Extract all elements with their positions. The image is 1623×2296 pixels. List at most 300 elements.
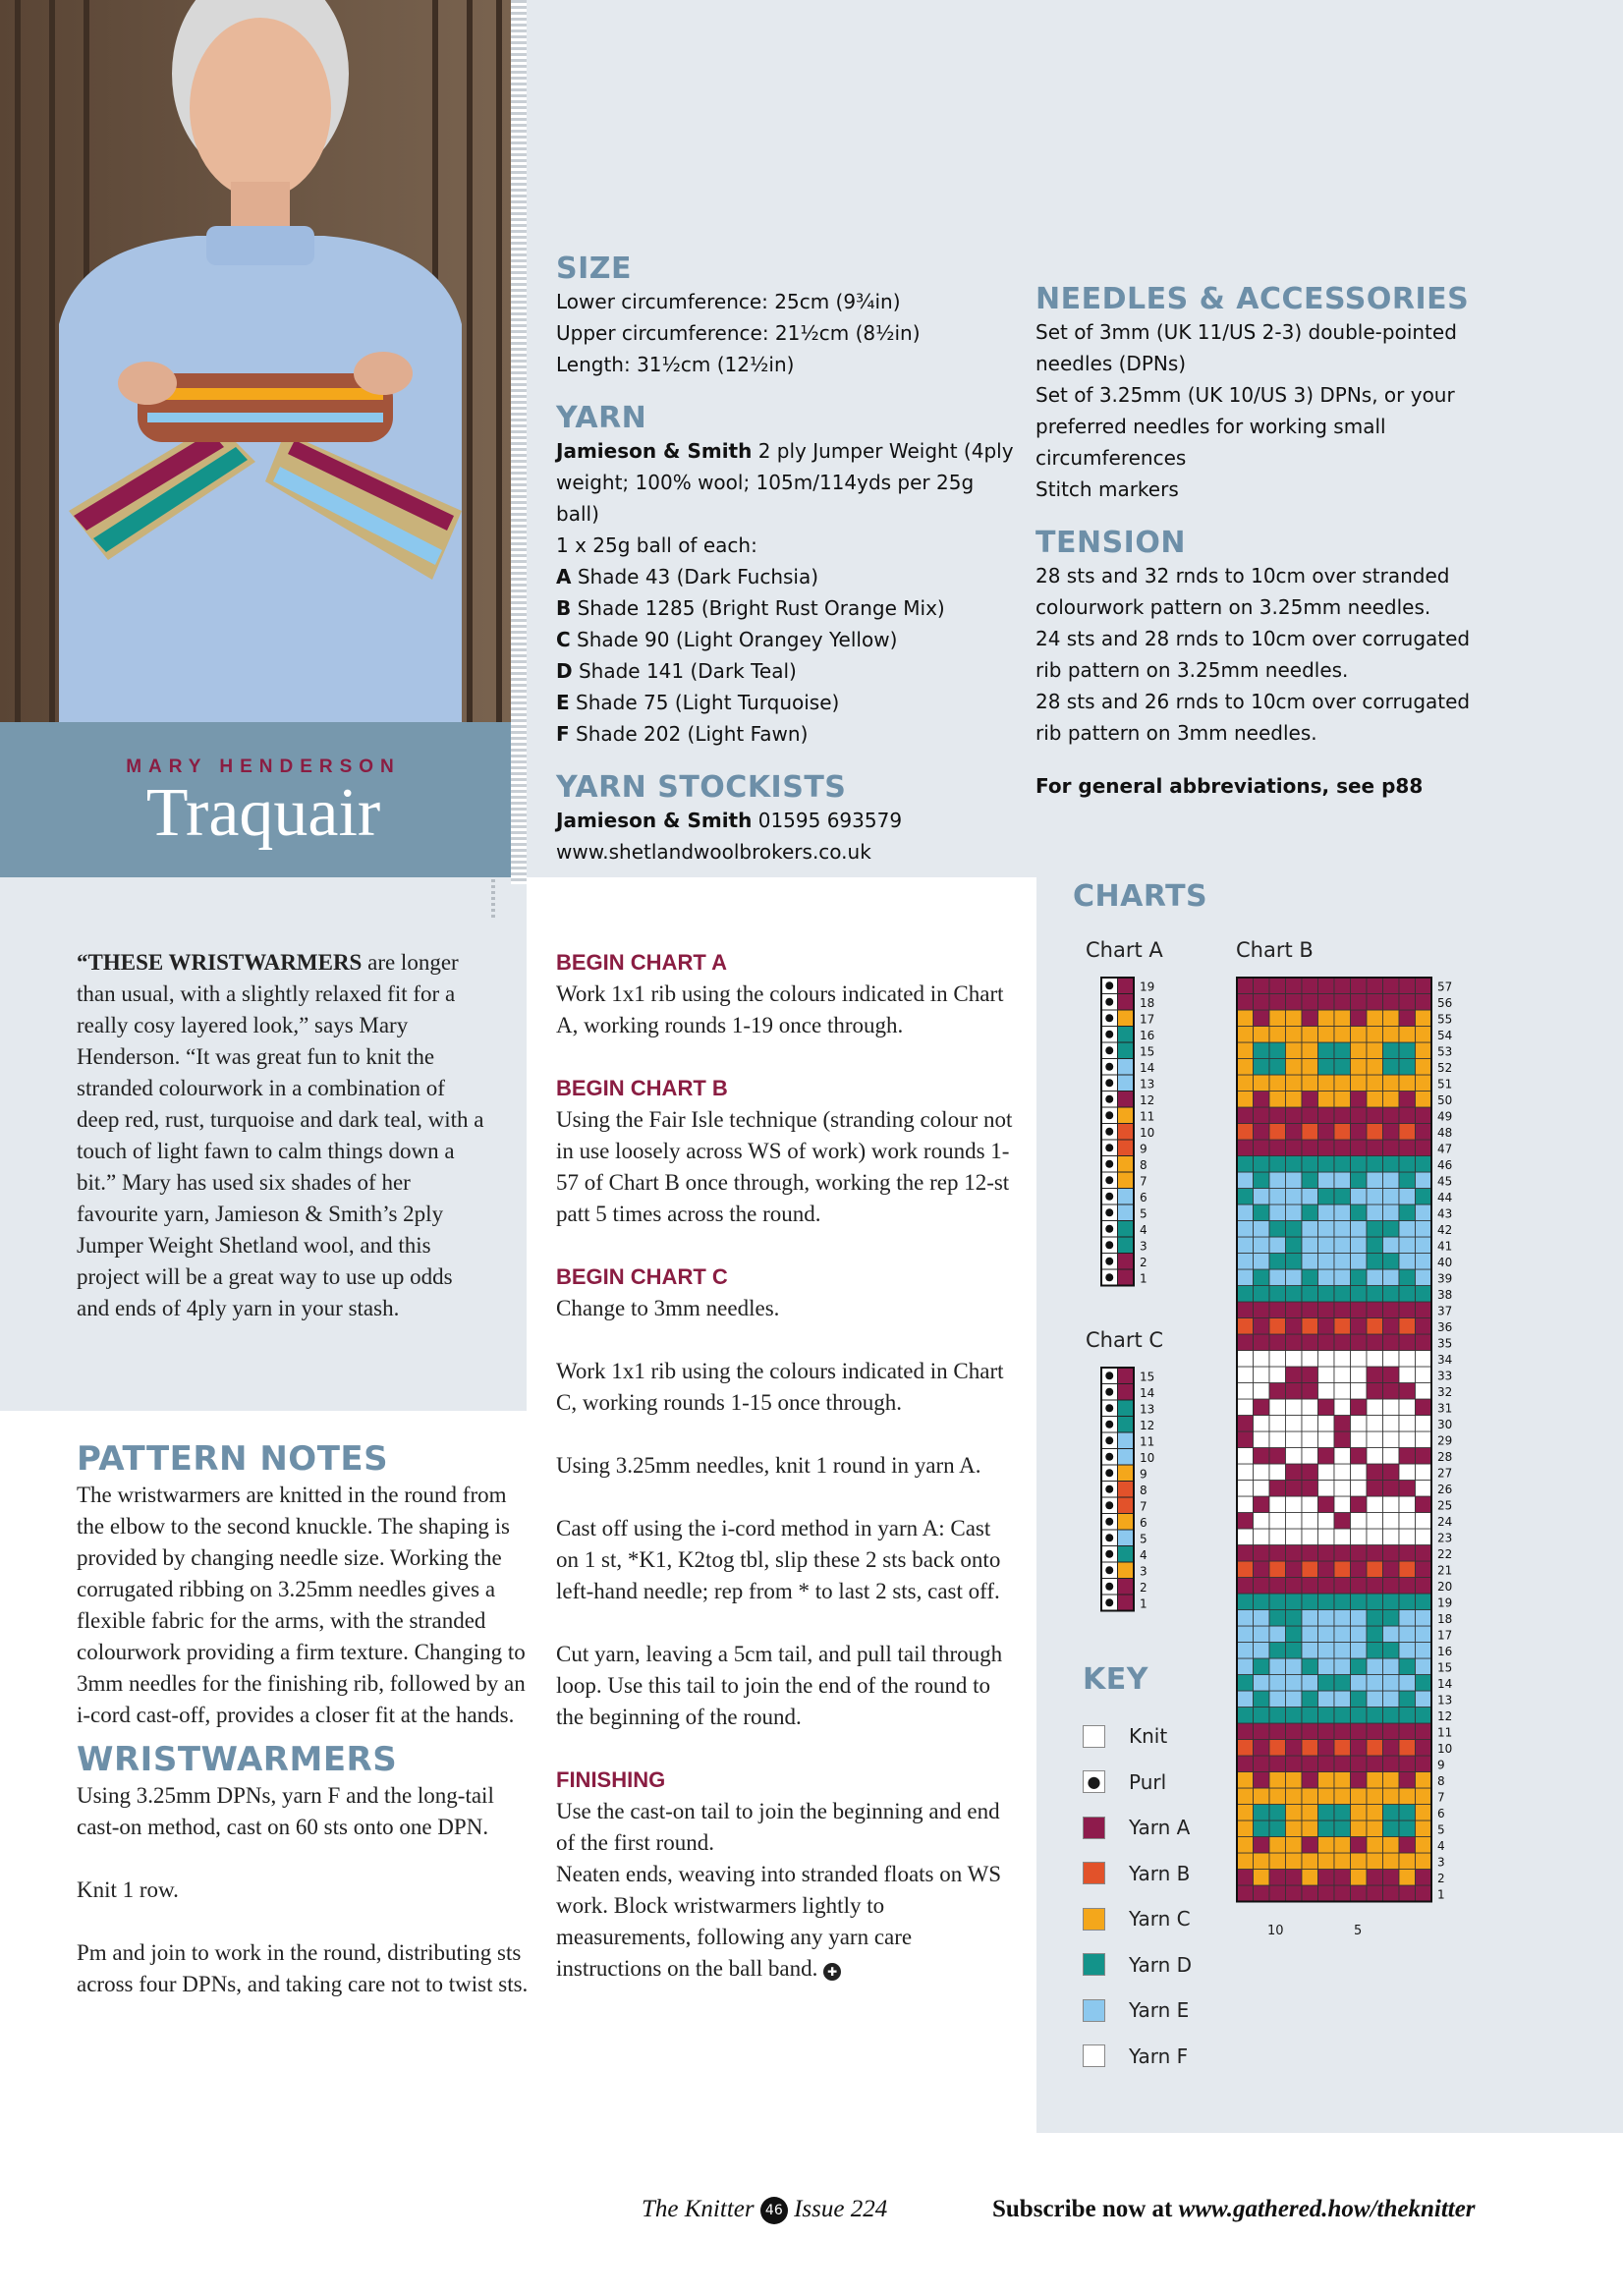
chart-cell [1302,1805,1318,1821]
chart-cell [1118,1368,1135,1384]
chart-cell [1286,1318,1303,1335]
chart-cell [1254,1383,1270,1400]
chart-cell [1351,1156,1368,1173]
chart-cell [1351,1464,1368,1481]
chart-cell [1318,1723,1335,1740]
chart-cell [1237,1708,1254,1724]
row-number: 17 [1437,1628,1453,1643]
chart-cell [1367,1594,1383,1610]
chart-cell [1383,1820,1400,1837]
key-swatch [1083,1862,1105,1884]
chart-cell [1416,1107,1432,1124]
row-number: 9 [1437,1758,1445,1772]
chart-cell [1286,1626,1303,1643]
chart-c-heading: BEGIN CHART C [556,1264,728,1289]
row-number: 8 [1140,1484,1147,1497]
chart-cell [1351,1269,1368,1286]
chart-cell [1416,1853,1432,1870]
chart-cell [1334,1107,1351,1124]
row-number: 42 [1437,1223,1453,1237]
chart-cell [1286,1788,1303,1805]
chart-cell [1318,1820,1335,1837]
chart-cell [1367,1756,1383,1772]
chart-cell [1334,1448,1351,1465]
chart-cell [1416,1578,1432,1595]
chart-cell [1416,1221,1432,1238]
chart-cell [1318,1772,1335,1789]
chart-cell [1269,1788,1286,1805]
chart-cell [1286,1254,1303,1270]
chart-cell [1318,1431,1335,1448]
chart-cell [1399,1578,1416,1595]
chart-cell [1237,1302,1254,1318]
row-number: 44 [1437,1191,1453,1204]
purl-dot [1105,1046,1113,1054]
chart-cell [1302,1107,1318,1124]
chart-cell [1118,978,1135,994]
row-number: 6 [1140,1191,1147,1204]
chart-cell [1269,1318,1286,1335]
info-column-right [1035,283,1478,802]
chart-cell [1416,1885,1432,1902]
chart-cell [1237,1172,1254,1189]
row-number: 2 [1140,1256,1147,1269]
intro-text [77,947,489,1324]
row-number: 14 [1437,1677,1453,1691]
chart-cell [1367,1318,1383,1335]
chart-cell [1351,1351,1368,1368]
chart-cell [1254,1399,1270,1416]
chart-cell [1302,1351,1318,1368]
chart-cell [1269,1010,1286,1027]
chart-cell [1399,1658,1416,1675]
key-item [1083,2043,1188,2070]
chart-cell [1318,1594,1335,1610]
chart-cell [1334,1286,1351,1303]
chart-cell [1269,1853,1286,1870]
chart-cell [1351,1513,1368,1530]
chart-cell [1269,1302,1286,1318]
chart-cell [1237,1221,1254,1238]
chart-cell [1302,1286,1318,1303]
chart-cell [1118,1172,1135,1189]
chart-cell [1254,1723,1270,1740]
chart-cell [1302,1643,1318,1659]
chart-cell [1254,1708,1270,1724]
chart-cell [1254,1513,1270,1530]
chart-cell [1383,1885,1400,1902]
chart-cell [1286,1204,1303,1221]
yarn-shade: A Shade 43 (Dark Fuchsia) [556,565,819,588]
chart-cell [1318,978,1335,994]
chart-cell [1237,1254,1254,1270]
chart-cell [1334,1042,1351,1059]
chart-cell [1351,1367,1368,1383]
chart-cell [1254,1302,1270,1318]
chart-cell [1237,1286,1254,1303]
chart-cell [1286,1172,1303,1189]
chart-cell [1237,1529,1254,1545]
chart-cell [1254,1204,1270,1221]
chart-cell [1269,1723,1286,1740]
chart-cell [1367,1237,1383,1254]
chart-cell [1269,1416,1286,1432]
chart-cell [1383,1027,1400,1043]
size-line: Lower circumference: 25cm (9¾in) [556,290,901,313]
row-number: 14 [1140,1061,1155,1075]
chart-cell [1416,1431,1432,1448]
chart-cell [1399,1027,1416,1043]
chart-cell [1302,1383,1318,1400]
chart-cell [1416,1513,1432,1530]
purl-dot [1105,1160,1113,1168]
chart-cell [1269,1837,1286,1854]
purl-dot [1105,1534,1113,1541]
row-number: 51 [1437,1077,1453,1092]
chart-cell [1367,1383,1383,1400]
chart-cell [1318,1237,1335,1254]
chart-cell [1399,1820,1416,1837]
chart-cell [1416,1820,1432,1837]
chart-cell [1383,1286,1400,1303]
row-number: 10 [1140,1451,1155,1465]
chart-cell [1351,1740,1368,1757]
chart-cell [1237,1269,1254,1286]
chart-cell [1416,1464,1432,1481]
chart-cell [1118,1189,1135,1205]
chart-cell [1351,1837,1368,1854]
chart-cell [1237,1594,1254,1610]
chart-cell [1118,1059,1135,1076]
chart-cell [1399,1318,1416,1335]
chart-cell [1416,1788,1432,1805]
chart-cell [1383,1254,1400,1270]
purl-dot [1105,1128,1113,1136]
chart-cell [1383,1221,1400,1238]
chart-cell [1237,1578,1254,1595]
chart-cell [1286,1708,1303,1724]
chart-cell [1383,1059,1400,1076]
chart-cell [1399,1107,1416,1124]
row-number: 15 [1437,1660,1453,1675]
chart-cell [1254,1626,1270,1643]
chart-cell [1399,1334,1416,1351]
row-number: 1 [1140,1271,1147,1286]
chart-cell [1399,1481,1416,1497]
chart-cell [1334,1772,1351,1789]
chart-cell [1318,1708,1335,1724]
chart-cell [1286,1334,1303,1351]
chart-cell [1367,1107,1383,1124]
chart-cell [1399,1140,1416,1156]
chart-cell [1237,1416,1254,1432]
chart-cell [1416,1658,1432,1675]
chart-cell [1237,1124,1254,1141]
chart-cell [1318,1367,1335,1383]
purl-dot [1105,1501,1113,1509]
chart-cell [1286,1870,1303,1886]
chart-cell [1351,1545,1368,1562]
torn-edge-decoration [511,0,527,884]
chart-cell [1416,1010,1432,1027]
stockists-heading: YARN STOCKISTS [556,770,847,805]
chart-cell [1302,1545,1318,1562]
subscribe-link[interactable]: www.gathered.how/theknitter [1178,2196,1476,2222]
row-number: 50 [1437,1093,1453,1107]
chart-cell [1399,1286,1416,1303]
chart-cell [1334,1269,1351,1286]
chart-cell [1367,1042,1383,1059]
chart-cell [1416,1027,1432,1043]
chart-cell [1302,1367,1318,1383]
chart-cell [1334,1399,1351,1416]
key-item [1083,1951,1192,1979]
row-number: 15 [1140,1044,1155,1059]
chart-cell [1318,1092,1335,1108]
chart-cell [1399,1269,1416,1286]
chart-cell [1302,1042,1318,1059]
chart-cell [1254,1189,1270,1205]
chart-cell [1351,1723,1368,1740]
chart-cell [1318,1351,1335,1368]
chart-cell [1383,1643,1400,1659]
chart-cell [1302,1464,1318,1481]
chart-cell [1118,1140,1135,1156]
chart-cell [1399,1204,1416,1221]
purl-dot [1105,1598,1113,1606]
chart-cell [1334,1837,1351,1854]
yarn-shade: C Shade 90 (Light Orangey Yellow) [556,628,898,651]
key-label: Yarn C [1129,1907,1191,1931]
row-number: 25 [1437,1498,1453,1513]
chart-cell [1351,1172,1368,1189]
key-label: Purl [1129,1769,1167,1794]
chart-cell [1351,1561,1368,1578]
chart-cell [1318,1529,1335,1545]
chart-cell [1416,1254,1432,1270]
chart-cell [1286,1772,1303,1789]
row-number: 57 [1437,980,1453,994]
intro-lead: “THESE WRISTWARMERS [77,950,363,975]
chart-cell [1367,1870,1383,1886]
chart-cell [1383,1756,1400,1772]
chart-cell [1269,1448,1286,1465]
row-number: 40 [1437,1256,1453,1269]
chart-cell [1334,1658,1351,1675]
chart-cell [1399,1172,1416,1189]
chart-cell [1351,1092,1368,1108]
chart-cell [1237,1107,1254,1124]
needles-line: Set of 3mm (UK 11/US 2-3) double-pointed needles (DPNs) [1035,320,1457,375]
chart-cell [1351,1140,1368,1156]
row-number: 2 [1437,1872,1445,1885]
chart-cell [1416,1237,1432,1254]
row-number: 1 [1437,1887,1445,1902]
chart-cell [1286,1545,1303,1562]
chart-cell [1302,1334,1318,1351]
chart-cell [1302,1788,1318,1805]
chart-cell [1367,1545,1383,1562]
chart-cell [1237,1496,1254,1513]
tension-heading: TENSION [1035,526,1186,560]
chart-cell [1399,1367,1416,1383]
chart-cell [1334,1853,1351,1870]
stockist-contact: Jamieson & Smith 01595 693579 [556,809,903,832]
chart-cell [1302,1675,1318,1692]
stockist-url[interactable]: www.shetlandwoolbrokers.co.uk [556,840,871,864]
purl-dot [1105,1014,1113,1022]
chart-cell [1237,1010,1254,1027]
chart-cell [1399,1448,1416,1465]
row-number: 53 [1437,1044,1453,1059]
notes-column [77,1438,529,2000]
chart-cell [1334,1204,1351,1221]
row-number: 36 [1437,1320,1453,1334]
chart-cell [1383,1610,1400,1627]
needles-heading: NEEDLES & ACCESSORIES [1035,282,1470,316]
chart-cell [1302,1837,1318,1854]
chart-cell [1367,978,1383,994]
chart-cell [1254,1464,1270,1481]
key-item [1083,1860,1190,1887]
chart-cell [1286,1837,1303,1854]
chart-cell [1367,1027,1383,1043]
chart-cell [1367,1610,1383,1627]
chart-cell [1383,1269,1400,1286]
chart-cell [1351,1772,1368,1789]
chart-cell [1269,1820,1286,1837]
chart-cell [1118,1432,1135,1449]
chart-cell [1237,1431,1254,1448]
chart-cell [1383,1740,1400,1757]
chart-cell [1351,1853,1368,1870]
row-number: 28 [1437,1450,1453,1464]
chart-cell [1318,1334,1335,1351]
chart-cell [1367,1286,1383,1303]
chart-cell [1367,1885,1383,1902]
row-number: 3 [1140,1564,1147,1579]
chart-cell [1367,1399,1383,1416]
purl-dot [1105,1566,1113,1574]
chart-cell [1254,1578,1270,1595]
chart-cell [1383,1383,1400,1400]
chart-cell [1237,1383,1254,1400]
chart-cell [1237,1805,1254,1821]
chart-cell [1286,1513,1303,1530]
chart-cell [1254,1059,1270,1076]
pattern-notes-body: The wristwarmers are knitted in the round from the elbow to the second knuckle. The shaping is provided by changing needle size. Working the corrugated ribbing on 3.25mm needles gives a flexible fabric for the arms, with the stranded colourwork providing a firm texture. Changing to 3mm needles for the finishing rib, followed by an i-cord cast-off, provides a closer fit at the hands. [77,1483,526,1727]
chart-cell [1269,1172,1286,1189]
chart-cell [1351,1383,1368,1400]
row-number: 43 [1437,1206,1453,1221]
chart-cell [1416,1286,1432,1303]
chart-cell [1367,1140,1383,1156]
chart-cell [1302,1302,1318,1318]
chart-cell [1399,1610,1416,1627]
chart-cell [1269,1772,1286,1789]
chart-cell [1367,1059,1383,1076]
row-number: 55 [1437,1012,1453,1027]
chart-c-step: Change to 3mm needles. [556,1296,780,1320]
chart-cell [1399,1351,1416,1368]
chart-cell [1269,1885,1286,1902]
chart-cell [1254,1853,1270,1870]
chart-cell [1416,1545,1432,1562]
chart-cell [1318,1189,1335,1205]
wristwarmers-step: Knit 1 row. [77,1877,179,1902]
chart-cell [1318,1140,1335,1156]
chart-cell [1302,1431,1318,1448]
chart-cell [1237,1351,1254,1368]
purl-dot [1105,981,1113,989]
chart-cell [1351,1237,1368,1254]
chart-cell [1367,1302,1383,1318]
chart-cell [1367,1837,1383,1854]
chart-cell [1269,1254,1286,1270]
chart-cell [1383,1416,1400,1432]
key-swatch [1083,1817,1105,1839]
chart-cell [1302,1075,1318,1092]
chart-cell [1399,1545,1416,1562]
chart-cell [1118,994,1135,1011]
chart-cell [1383,1772,1400,1789]
chart-cell [1334,1496,1351,1513]
chart-cell [1237,1189,1254,1205]
chart-cell [1351,1107,1368,1124]
chart-cell [1269,978,1286,994]
chart-cell [1367,1010,1383,1027]
chart-cell [1318,1740,1335,1757]
chart-cell [1367,1204,1383,1221]
chart-cell [1351,1610,1368,1627]
chart-cell [1416,1351,1432,1368]
key-label: Yarn A [1129,1816,1191,1839]
chart-cell [1269,994,1286,1011]
row-number: 12 [1437,1709,1453,1723]
chart-cell [1399,1124,1416,1141]
chart-cell [1416,1708,1432,1724]
chart-cell [1351,994,1368,1011]
chart-cell [1302,1723,1318,1740]
tension-line: 28 sts and 26 rnds to 10cm over corrugated rib pattern on 3mm needles. [1035,690,1471,745]
chart-cell [1351,1691,1368,1708]
row-number: 33 [1437,1369,1453,1383]
chart-cell [1399,978,1416,994]
chart-cell [1254,1610,1270,1627]
chart-cell [1254,1156,1270,1173]
chart-cell [1118,1546,1135,1563]
chart-cell [1269,1042,1286,1059]
row-number: 17 [1140,1012,1155,1027]
purl-dot [1105,1388,1113,1396]
chart-cell [1367,1578,1383,1595]
chart-cell [1302,1820,1318,1837]
chart-cell [1269,1740,1286,1757]
chart-cell [1383,1204,1400,1221]
key-label: Yarn D [1129,1952,1193,1977]
chart-cell [1334,1481,1351,1497]
pattern-notes-heading: PATTERN NOTES [77,1439,389,1479]
chart-cell [1351,1658,1368,1675]
chart-cell [1399,1805,1416,1821]
chart-cell [1416,1156,1432,1173]
row-number: 8 [1437,1774,1445,1788]
chart-cell [1318,1691,1335,1708]
chart-cell [1318,1075,1335,1092]
row-number: 52 [1437,1061,1453,1075]
chart-c-grid [1098,1366,1157,1624]
chart-cell [1302,1027,1318,1043]
